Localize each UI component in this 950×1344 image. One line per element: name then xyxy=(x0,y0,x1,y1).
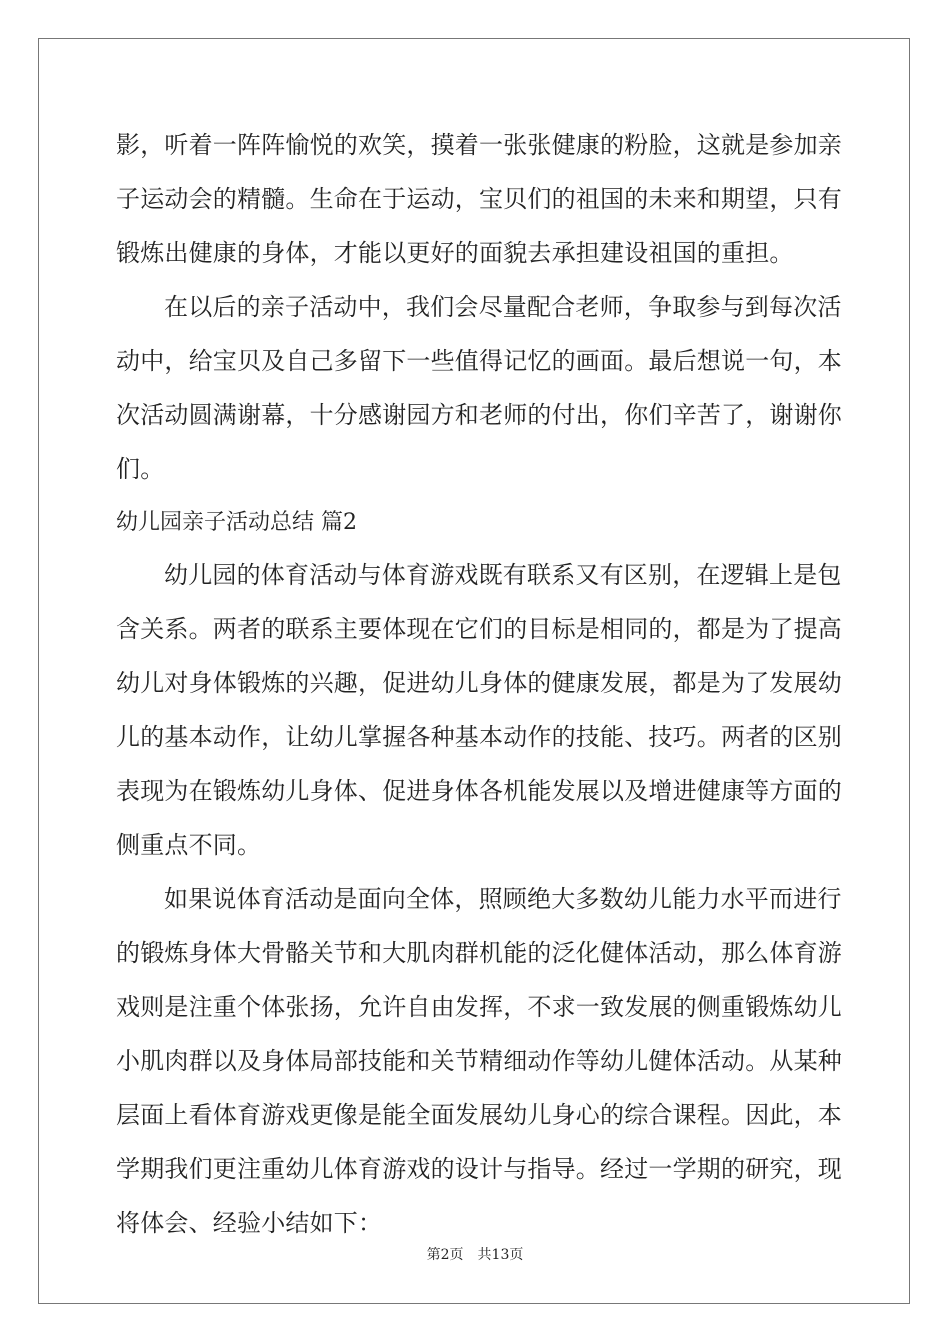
text-line: 层面上看体育游戏更像是能全面发展幼儿身心的综合课程。因此，本 xyxy=(116,1101,842,1129)
text-line: 儿的基本动作，让幼儿掌握各种基本动作的技能、技巧。两者的区别 xyxy=(116,723,842,751)
text-line: 幼儿园的体育活动与体育游戏既有联系又有区别，在逻辑上是包 xyxy=(164,561,842,589)
text-line: 如果说体育活动是面向全体，照顾绝大多数幼儿能力水平而进行 xyxy=(164,885,842,913)
text-line: 子运动会的精髓。生命在于运动，宝贝们的祖国的未来和期望，只有 xyxy=(116,185,842,213)
text-line: 侧重点不同。 xyxy=(116,831,262,859)
text-line: 在以后的亲子活动中，我们会尽量配合老师，争取参与到每次活 xyxy=(164,293,842,321)
text-line: 们。 xyxy=(116,455,165,483)
paragraph xyxy=(116,879,842,1257)
text-line: 次活动圆满谢幕，十分感谢园方和老师的付出，你们辛苦了，谢谢你 xyxy=(116,401,842,429)
text-line: 表现为在锻炼幼儿身体、促进身体各机能发展以及增进健康等方面的 xyxy=(116,777,842,805)
paragraph xyxy=(116,287,842,503)
document-body xyxy=(116,125,842,1257)
section-heading: 幼儿园亲子活动总结 篇2 xyxy=(116,510,357,535)
text-line: 将体会、经验小结如下： xyxy=(116,1209,383,1237)
text-line: 动中，给宝贝及自己多留下一些值得记忆的画面。最后想说一句，本 xyxy=(116,347,842,375)
paragraph xyxy=(116,125,842,287)
text-line: 影，听着一阵阵愉悦的欢笑，摸着一张张健康的粉脸，这就是参加亲 xyxy=(116,131,842,159)
paragraph xyxy=(116,555,842,879)
text-line: 学期我们更注重幼儿体育游戏的设计与指导。经过一学期的研究，现 xyxy=(116,1155,842,1183)
page-footer: 第2页 共13页 xyxy=(426,1247,524,1263)
text-line: 锻炼出健康的身体，才能以更好的面貌去承担建设祖国的重担。 xyxy=(116,239,794,267)
text-line: 幼儿对身体锻炼的兴趣，促进幼儿身体的健康发展，都是为了发展幼 xyxy=(116,669,842,697)
text-line: 小肌肉群以及身体局部技能和关节精细动作等幼儿健体活动。从某种 xyxy=(116,1047,842,1075)
text-line: 的锻炼身体大骨骼关节和大肌肉群机能的泛化健体活动，那么体育游 xyxy=(116,939,842,967)
text-line: 戏则是注重个体张扬，允许自由发挥，不求一致发展的侧重锻炼幼儿 xyxy=(116,993,842,1021)
text-line: 含关系。两者的联系主要体现在它们的目标是相同的，都是为了提高 xyxy=(116,615,842,643)
